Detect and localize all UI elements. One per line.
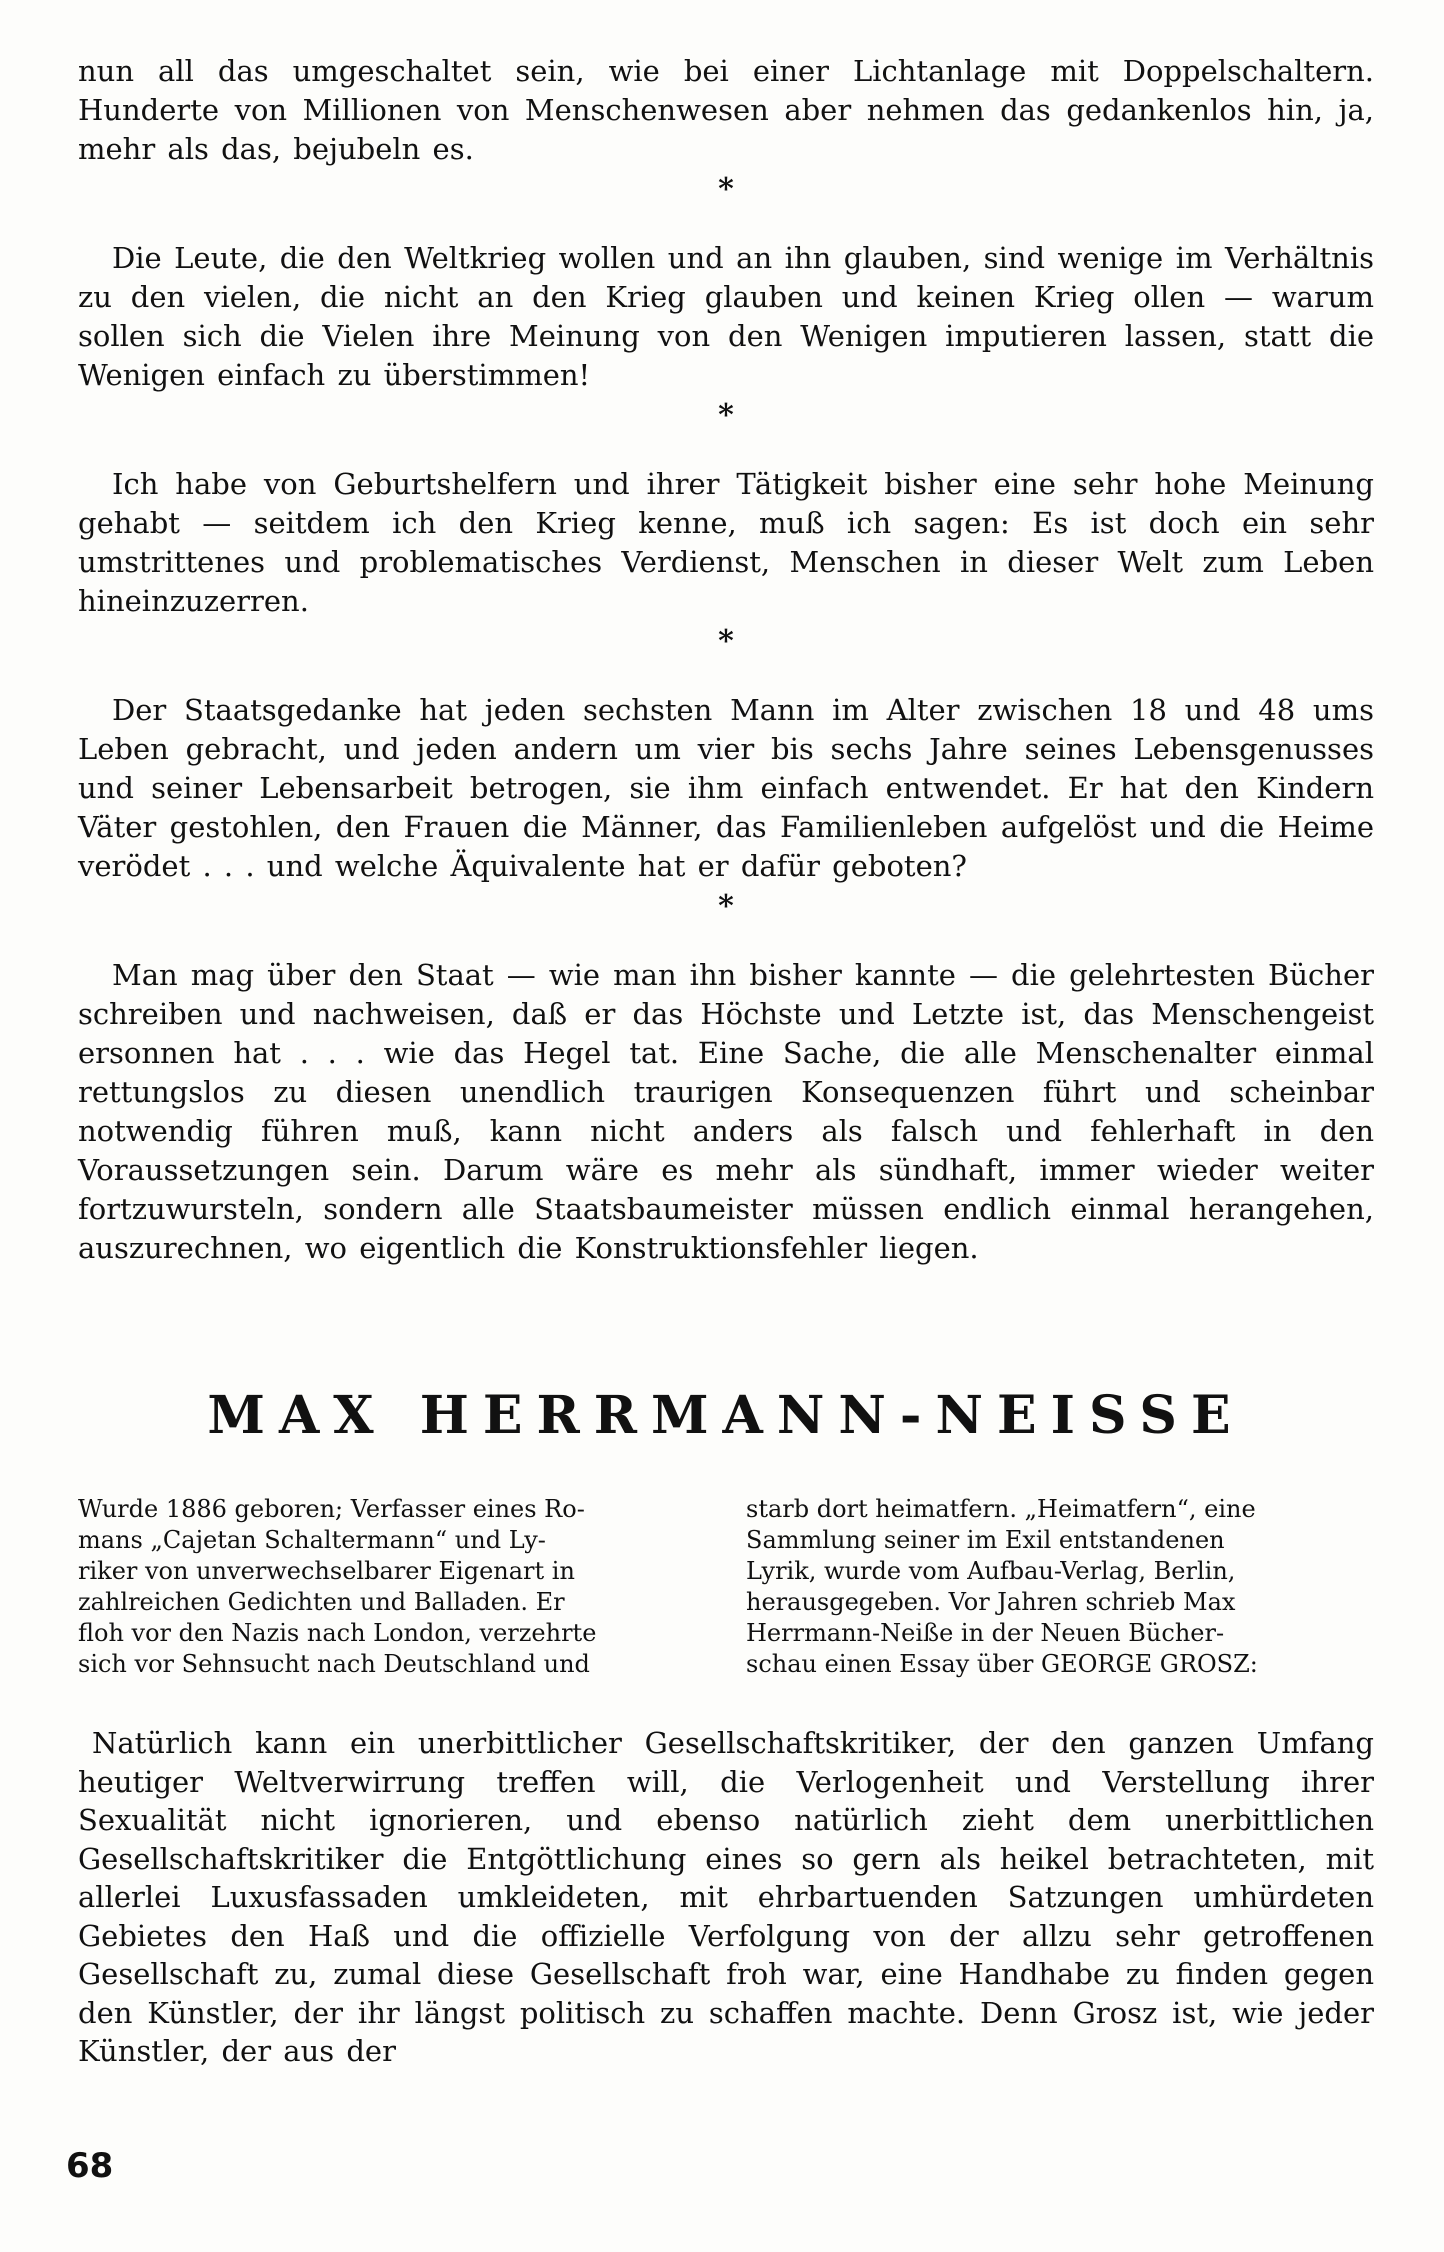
bio-line: schau einen Essay über GEORGE GROSZ: xyxy=(746,1650,1258,1678)
bio-line: mans „Cajetan Schaltermann“ und Ly- xyxy=(78,1526,546,1554)
essay-paragraph: Natürlich kann ein unerbittlicher Gesellschaftskritiker, der den ganzen Umfang heutiger Weltverwirrung treffen will, die Verlogenheit und Verstellung ihrer Sexualität nicht ignorieren, und ebenso natürlich zieht dem unerbittlichen Gesellschaftskritiker die Entgöttlichung eines so gern als heikel betrachteten, mit allerlei Luxusfassaden umkleideten, mit ehrbartuenden Satzungen umhürdeten Gebietes den Haß und die offizielle Verfolgung von der allzu sehr getroffenen Gesellschaft zu, zumal diese Gesellschaft froh war, eine Handhabe zu finden gegen den Künstler, der ihr längst politisch zu schaffen machte. Denn Grosz ist, wie jeder Künstler, der aus der xyxy=(78,1726,1374,2068)
section-separator: * xyxy=(718,398,734,433)
bio-right-column xyxy=(746,1494,1374,1680)
paragraph-geburtshelfer: Ich habe von Geburtshelfern und ihrer Tätigkeit bisher eine sehr hohe Meinung gehabt — seitdem ich den Krieg kenne, muß ich sagen: Es ist doch ein sehr umstrittenes und problematisches Verdienst, Menschen in dieser Welt zum Leben hineinzuzerren. xyxy=(78,467,1374,618)
section-separator: * xyxy=(718,624,734,659)
paragraph-staatsgedanke: Der Staatsgedanke hat jeden sechsten Mann im Alter zwischen 18 und 48 ums Leben gebracht, und jeden andern um vier bis sechs Jahre seines Lebensgenusses und seiner Lebensarbeit betrogen, sie ihm einfach entwendet. Er hat den Kindern Väter gestohlen, den Frauen die Männer, das Familienleben aufgelöst und die Heime verödet . . . und welche Äquivalente hat er dafür geboten? xyxy=(78,693,1374,883)
intro-paragraph: nun all das umgeschaltet sein, wie bei einer Lichtanlage mit Doppelschaltern. Hunderte von Millionen von Menschenwesen aber nehmen das gedankenlos hin, ja, mehr als das, bejubeln es. xyxy=(78,54,1374,166)
bio-line: sich vor Sehnsucht nach Deutschland und xyxy=(78,1650,590,1678)
bio-line: starb dort heimatfern. „Heimatfern“, eine xyxy=(746,1495,1256,1523)
section-separator: * xyxy=(718,889,734,924)
author-bio xyxy=(78,1494,1374,1680)
bio-line: zahlreichen Gedichten und Balladen. Er xyxy=(78,1588,565,1616)
bio-line: Herrmann-Neiße in der Neuen Bücher- xyxy=(746,1619,1225,1647)
bio-line: herausgegeben. Vor Jahren schrieb Max xyxy=(746,1588,1236,1616)
bio-line: Sammlung seiner im Exil entstandenen xyxy=(746,1526,1225,1554)
bio-line: Lyrik, wurde vom Aufbau-Verlag, Berlin, xyxy=(746,1557,1236,1585)
page-content xyxy=(78,52,1374,2071)
paragraph-weltkrieg: Die Leute, die den Weltkrieg wollen und an ihn glauben, sind wenige im Verhältnis zu den vielen, die nicht an den Krieg glauben und keinen Krieg ollen — warum sollen sich die Vielen ihre Meinung von den Wenigen imputieren lassen, statt die Wenigen einfach zu überstimmen! xyxy=(78,241,1374,392)
bio-line: floh vor den Nazis nach London, verzehrte xyxy=(78,1619,597,1647)
bio-line: riker von unverwechselbarer Eigenart in xyxy=(78,1557,575,1585)
paragraph-staat-hegel: Man mag über den Staat — wie man ihn bisher kannte — die gelehrtesten Bücher schreiben und nachweisen, daß er das Höchste und Letzte ist, das Menschengeist ersonnen hat . . . wie das Hegel tat. Eine Sache, die alle Menschenalter einmal rettungslos zu diesen unendlich traurigen Konsequenzen führt und scheinbar notwendig führen muß, kann nicht anders als falsch und fehlerhaft in den Voraussetzungen sein. Darum wäre es mehr als sündhaft, immer wieder weiter fortzuwursteln, sondern alle Staatsbaumeister müssen endlich einmal herangehen, auszurechnen, wo eigentlich die Konstruktionsfehler liegen. xyxy=(78,958,1374,1265)
section-separator: * xyxy=(718,172,734,207)
bio-left-column xyxy=(78,1494,706,1680)
bio-line: Wurde 1886 geboren; Verfasser eines Ro- xyxy=(78,1495,585,1523)
author-heading: MAX HERRMANN-NEISSE xyxy=(207,1385,1245,1446)
page-number: 68 xyxy=(66,2146,114,2186)
essay-excerpt xyxy=(78,1724,1374,2071)
